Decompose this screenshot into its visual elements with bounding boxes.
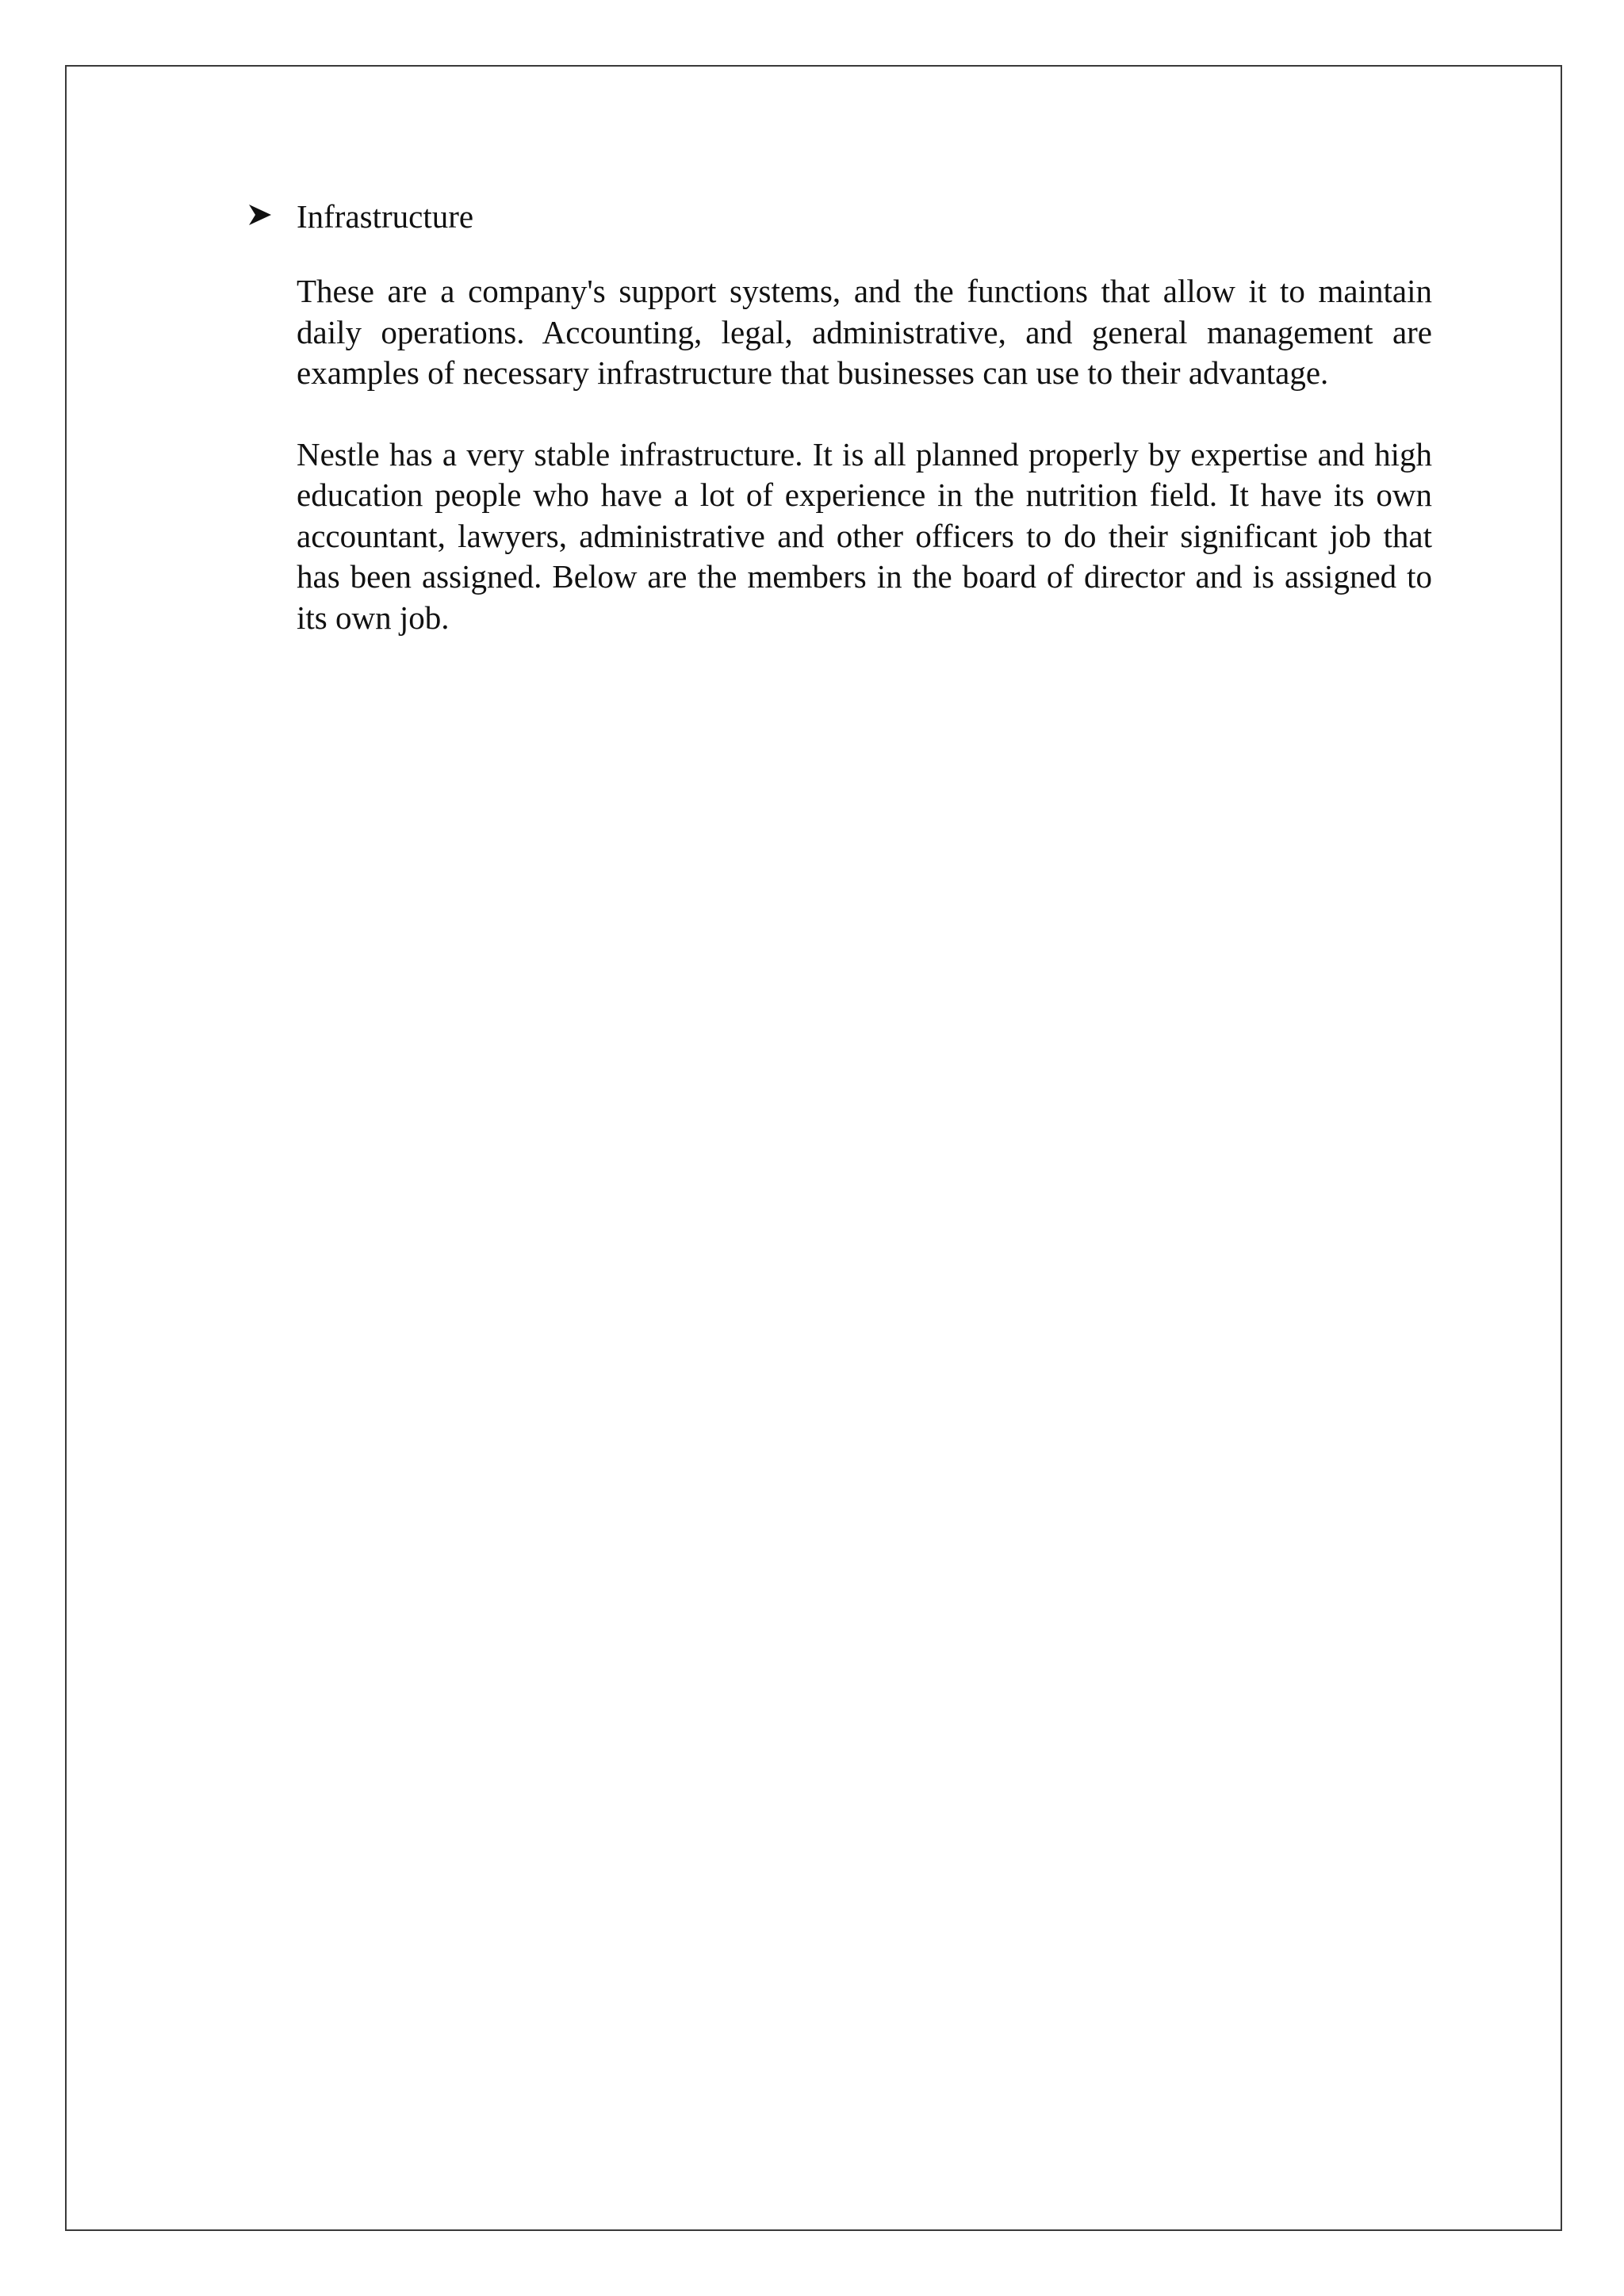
arrowhead-bullet-icon [249, 205, 271, 225]
section-heading-row [297, 193, 1432, 239]
paragraph-nestle-infrastructure: Nestle has a very stable infrastructure. It is all planned properly by expertise and high education people who have a lot of experience in the nutrition field. It have its own accountant, lawyers, administrative and other officers to do their significant job that has been assigned. Below are the members in the board of director and is assigned to its own job. [297, 435, 1432, 636]
section-heading: Infrastructure [297, 198, 474, 235]
document-content [297, 193, 1432, 638]
paragraph-support-systems: These are a company's support systems, and the functions that allow it to maintain daily operations. Accounting, legal, administrative, and general management are examples of necessary infrastructure that businesses can use to their advantage. [297, 273, 1432, 391]
